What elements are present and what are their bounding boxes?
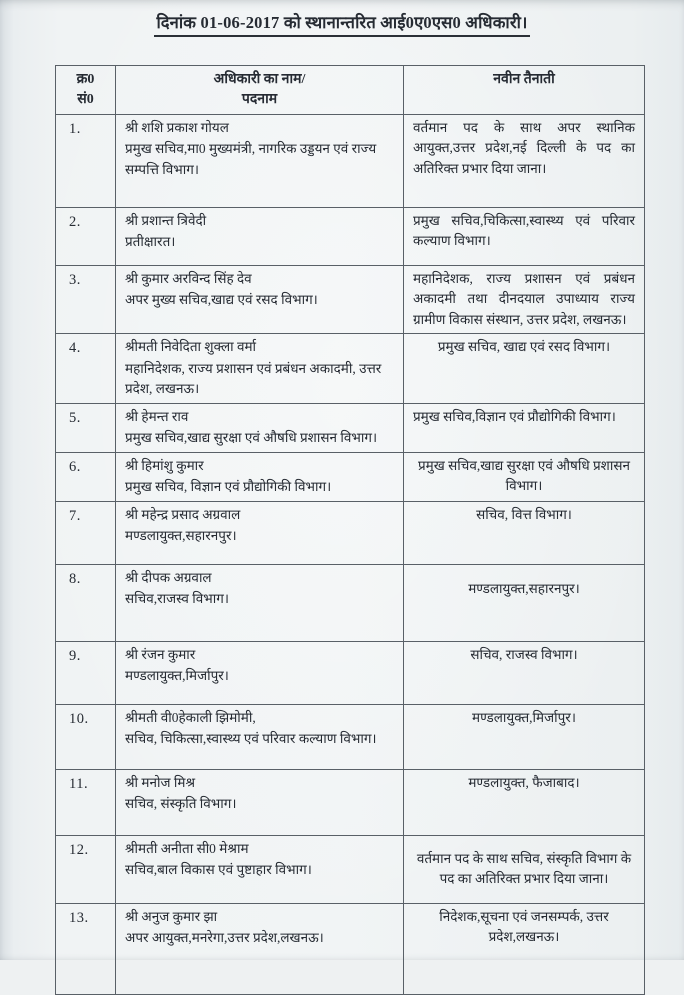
header-serial-line2: सं0 — [77, 92, 94, 108]
officer-cell — [116, 265, 404, 334]
new-posting: महानिदेशक, राज्य प्रशासन एवं प्रबंधन अकादमी तथा दीनदयाल उपाध्याय राज्य ग्रामीण विकास संस्थान, उत्तर प्रदेश, लखनऊ। — [404, 265, 645, 334]
officer-designation: प्रमुख सचिव,खाद्य सुरक्षा एवं औषधि प्रशासन विभाग। — [125, 430, 378, 446]
officer-name: श्री शशि प्रकाश गोयल — [125, 119, 229, 135]
officer-name: श्रीमती निवेदिता शुक्ला वर्मा — [125, 339, 257, 355]
officer-designation: सचिव, चिकित्सा,स्वास्थ्य एवं परिवार कल्याण विभाग। — [125, 731, 377, 747]
officer-name: श्रीमती वी0हेकाली झिमोमी, — [125, 709, 256, 725]
table-row — [56, 704, 645, 769]
new-posting: वर्तमान पद के साथ सचिव, संस्कृति विभाग के पद का अतिरिक्त प्रभार दिया जाना। — [404, 835, 645, 903]
serial-number: 7. — [56, 501, 116, 564]
officer-cell — [116, 114, 404, 207]
new-posting: प्रमुख सचिव,विज्ञान एवं प्रौद्योगिकी विभाग। — [404, 403, 645, 452]
officer-cell — [116, 501, 404, 564]
new-posting: सचिव, वित्त विभाग। — [404, 501, 645, 564]
officer-designation: मण्डलायुक्त,सहारनपुर। — [125, 528, 237, 544]
officer-cell — [116, 704, 404, 769]
officer-name: श्री महेन्द्र प्रसाद अग्रवाल — [125, 506, 241, 522]
new-posting: वर्तमान पद के साथ अपर स्थानिक आयुक्त,उत्तर प्रदेश,नई दिल्ली के पद का अतिरिक्त प्रभार दिया जाना। — [404, 114, 645, 207]
page-title — [0, 10, 684, 37]
table-row — [56, 564, 645, 641]
header-new-posting: नवीन तैनाती — [404, 66, 645, 115]
new-posting: निदेशक,सूचना एवं जनसम्पर्क, उत्तर प्रदेश,लखनऊ। — [404, 903, 645, 994]
serial-number: 2. — [56, 207, 116, 265]
officer-name: श्री मनोज मिश्र — [125, 774, 196, 790]
officer-designation: अपर मुख्य सचिव,खाद्य एवं रसद विभाग। — [125, 292, 318, 308]
new-posting: प्रमुख सचिव,चिकित्सा,स्वास्थ्य एवं परिवार कल्याण विभाग। — [404, 207, 645, 265]
table-row — [56, 207, 645, 265]
new-posting: प्रमुख सचिव, खाद्य एवं रसद विभाग। — [404, 334, 645, 404]
serial-number: 12. — [56, 835, 116, 903]
officer-name: श्री प्रशान्त त्रिवेदी — [125, 212, 207, 228]
officer-cell — [116, 403, 404, 452]
officer-name: श्री रंजन कुमार — [125, 646, 196, 662]
officer-cell — [116, 564, 404, 641]
officer-name: श्री दीपक अग्रवाल — [125, 569, 212, 585]
table-row — [56, 501, 645, 564]
header-serial-number — [56, 66, 116, 115]
table-row — [56, 265, 645, 334]
serial-number: 10. — [56, 704, 116, 769]
serial-number: 13. — [56, 903, 116, 994]
new-posting: मण्डलायुक्त,मिर्जापुर। — [404, 704, 645, 769]
officer-designation: सचिव, संस्कृति विभाग। — [125, 796, 237, 812]
officer-designation: अपर आयुक्त,मनरेगा,उत्तर प्रदेश,लखनऊ। — [125, 930, 324, 946]
officer-name: श्री हेमन्त राव — [125, 408, 189, 424]
serial-number: 1. — [56, 114, 116, 207]
table-row — [56, 452, 645, 501]
new-posting: सचिव, राजस्व विभाग। — [404, 641, 645, 704]
serial-number: 6. — [56, 452, 116, 501]
officer-designation: मण्डलायुक्त,मिर्जापुर। — [125, 668, 229, 684]
officer-cell — [116, 903, 404, 994]
officer-cell — [116, 835, 404, 903]
transfer-table — [55, 65, 645, 995]
officer-name: श्री कुमार अरविन्द सिंह देव — [125, 270, 252, 286]
officer-name: श्रीमती अनीता सी0 मेश्राम — [125, 840, 249, 856]
officer-designation: सचिव,बाल विकास एवं पुष्टाहार विभाग। — [125, 862, 312, 878]
new-posting: मण्डलायुक्त,सहारनपुर। — [404, 564, 645, 641]
table-row — [56, 403, 645, 452]
officer-designation: सचिव,राजस्व विभाग। — [125, 591, 229, 607]
serial-number: 3. — [56, 265, 116, 334]
officer-designation: महानिदेशक, राज्य प्रशासन एवं प्रबंधन अकादमी, उत्तर प्रदेश, लखनऊ। — [125, 360, 382, 397]
officer-designation: प्रमुख सचिव,मा0 मुख्यमंत्री, नागरिक उड्डयन एवं राज्य सम्पत्ति विभाग। — [125, 141, 377, 177]
table-row — [56, 769, 645, 835]
table-row — [56, 334, 645, 404]
serial-number: 9. — [56, 641, 116, 704]
table-row — [56, 641, 645, 704]
table-row — [56, 835, 645, 903]
new-posting: मण्डलायुक्त, फैजाबाद। — [404, 769, 645, 835]
header-officer-name — [116, 66, 404, 115]
serial-number: 4. — [56, 334, 116, 404]
header-officer-name-line2: पदनाम — [241, 92, 278, 108]
serial-number: 8. — [56, 564, 116, 641]
officer-cell — [116, 641, 404, 704]
new-posting: प्रमुख सचिव,खाद्य सुरक्षा एवं औषधि प्रशासन विभाग। — [404, 452, 645, 501]
officer-name: श्री हिमांशु कुमार — [125, 457, 204, 473]
serial-number: 11. — [56, 769, 116, 835]
officer-cell — [116, 207, 404, 265]
officer-designation: प्रतीक्षारत। — [125, 234, 176, 250]
officer-name: श्री अनुज कुमार झा — [125, 908, 218, 924]
table-row — [56, 903, 645, 994]
table-header-row — [56, 66, 645, 115]
serial-number: 5. — [56, 403, 116, 452]
officer-cell — [116, 769, 404, 835]
officer-cell — [116, 334, 404, 404]
officer-designation: प्रमुख सचिव, विज्ञान एवं प्रौद्योगिकी विभाग। — [125, 479, 332, 495]
header-serial-line1: क्र0 — [76, 72, 95, 87]
officer-cell — [116, 452, 404, 501]
table-row — [56, 114, 645, 207]
page-title-text: दिनांक 01-06-2017 को स्थानान्तरित आई0ए0एस0 अधिकारी। — [154, 10, 529, 37]
header-officer-name-line1: अधिकारी का नाम/ — [213, 72, 306, 87]
